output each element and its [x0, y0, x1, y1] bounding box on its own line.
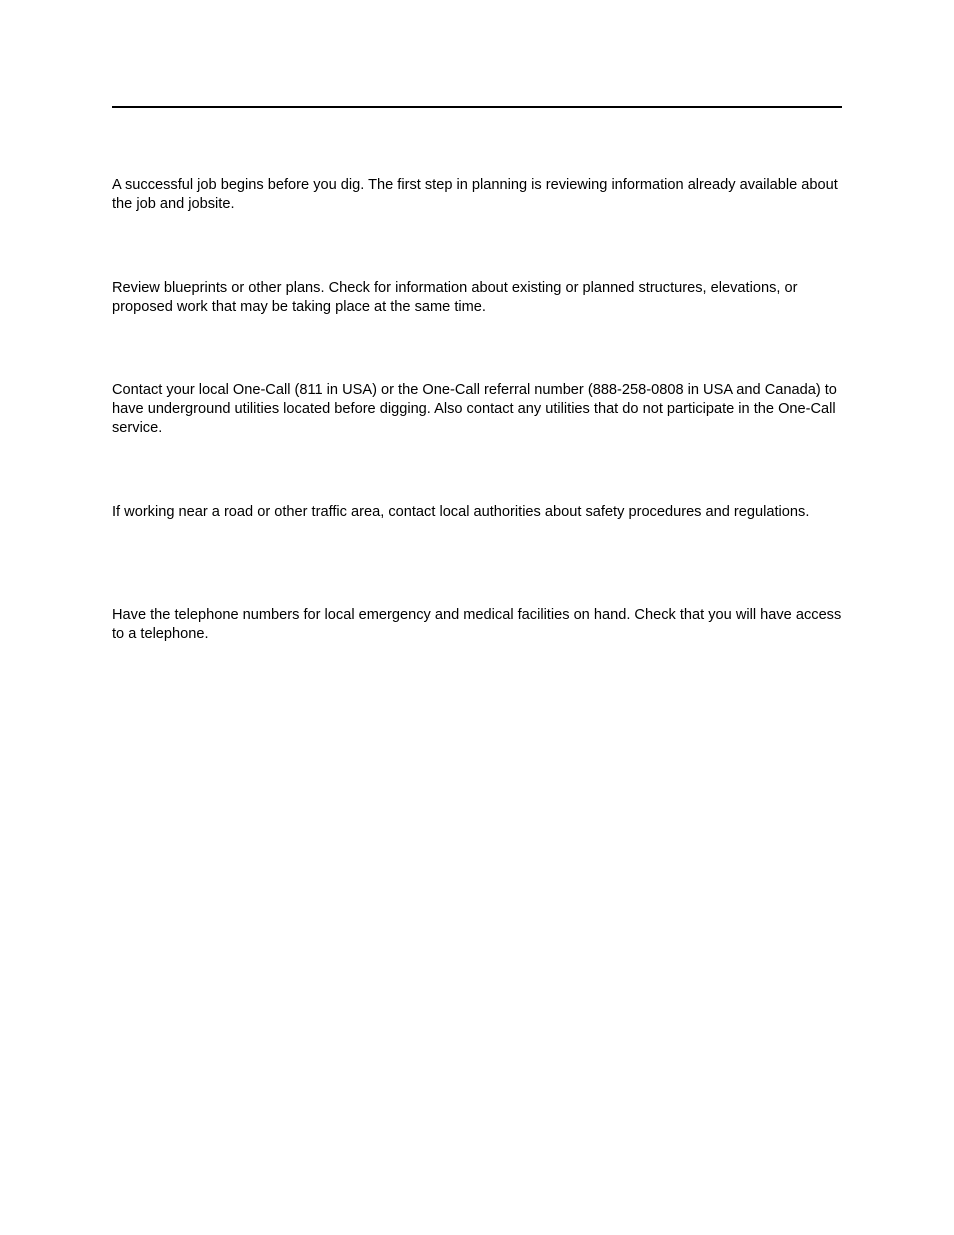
paragraph-job-planning: A successful job begins before you dig. The first step in planning is reviewing information already available about the job and jobsite.: [112, 177, 838, 212]
paragraph-one-call: Contact your local One-Call (811 in USA) or the One-Call referral number (888-258-0808 in USA and Canada) to have underground utilities located before digging. Also contact any utilities that do not participate in the One-Call service.: [112, 382, 837, 436]
header-rule: [112, 106, 842, 108]
paragraph-traffic-safety: If working near a road or other traffic area, contact local authorities about safety procedures and regulations.: [112, 504, 810, 520]
paragraph-review-plans: Review blueprints or other plans. Check for information about existing or planned structures, elevations, or proposed work that may be taking place at the same time.: [112, 280, 798, 315]
paragraph-emergency-numbers: Have the telephone numbers for local emergency and medical facilities on hand. Check that you will have access to a telephone.: [112, 607, 842, 642]
